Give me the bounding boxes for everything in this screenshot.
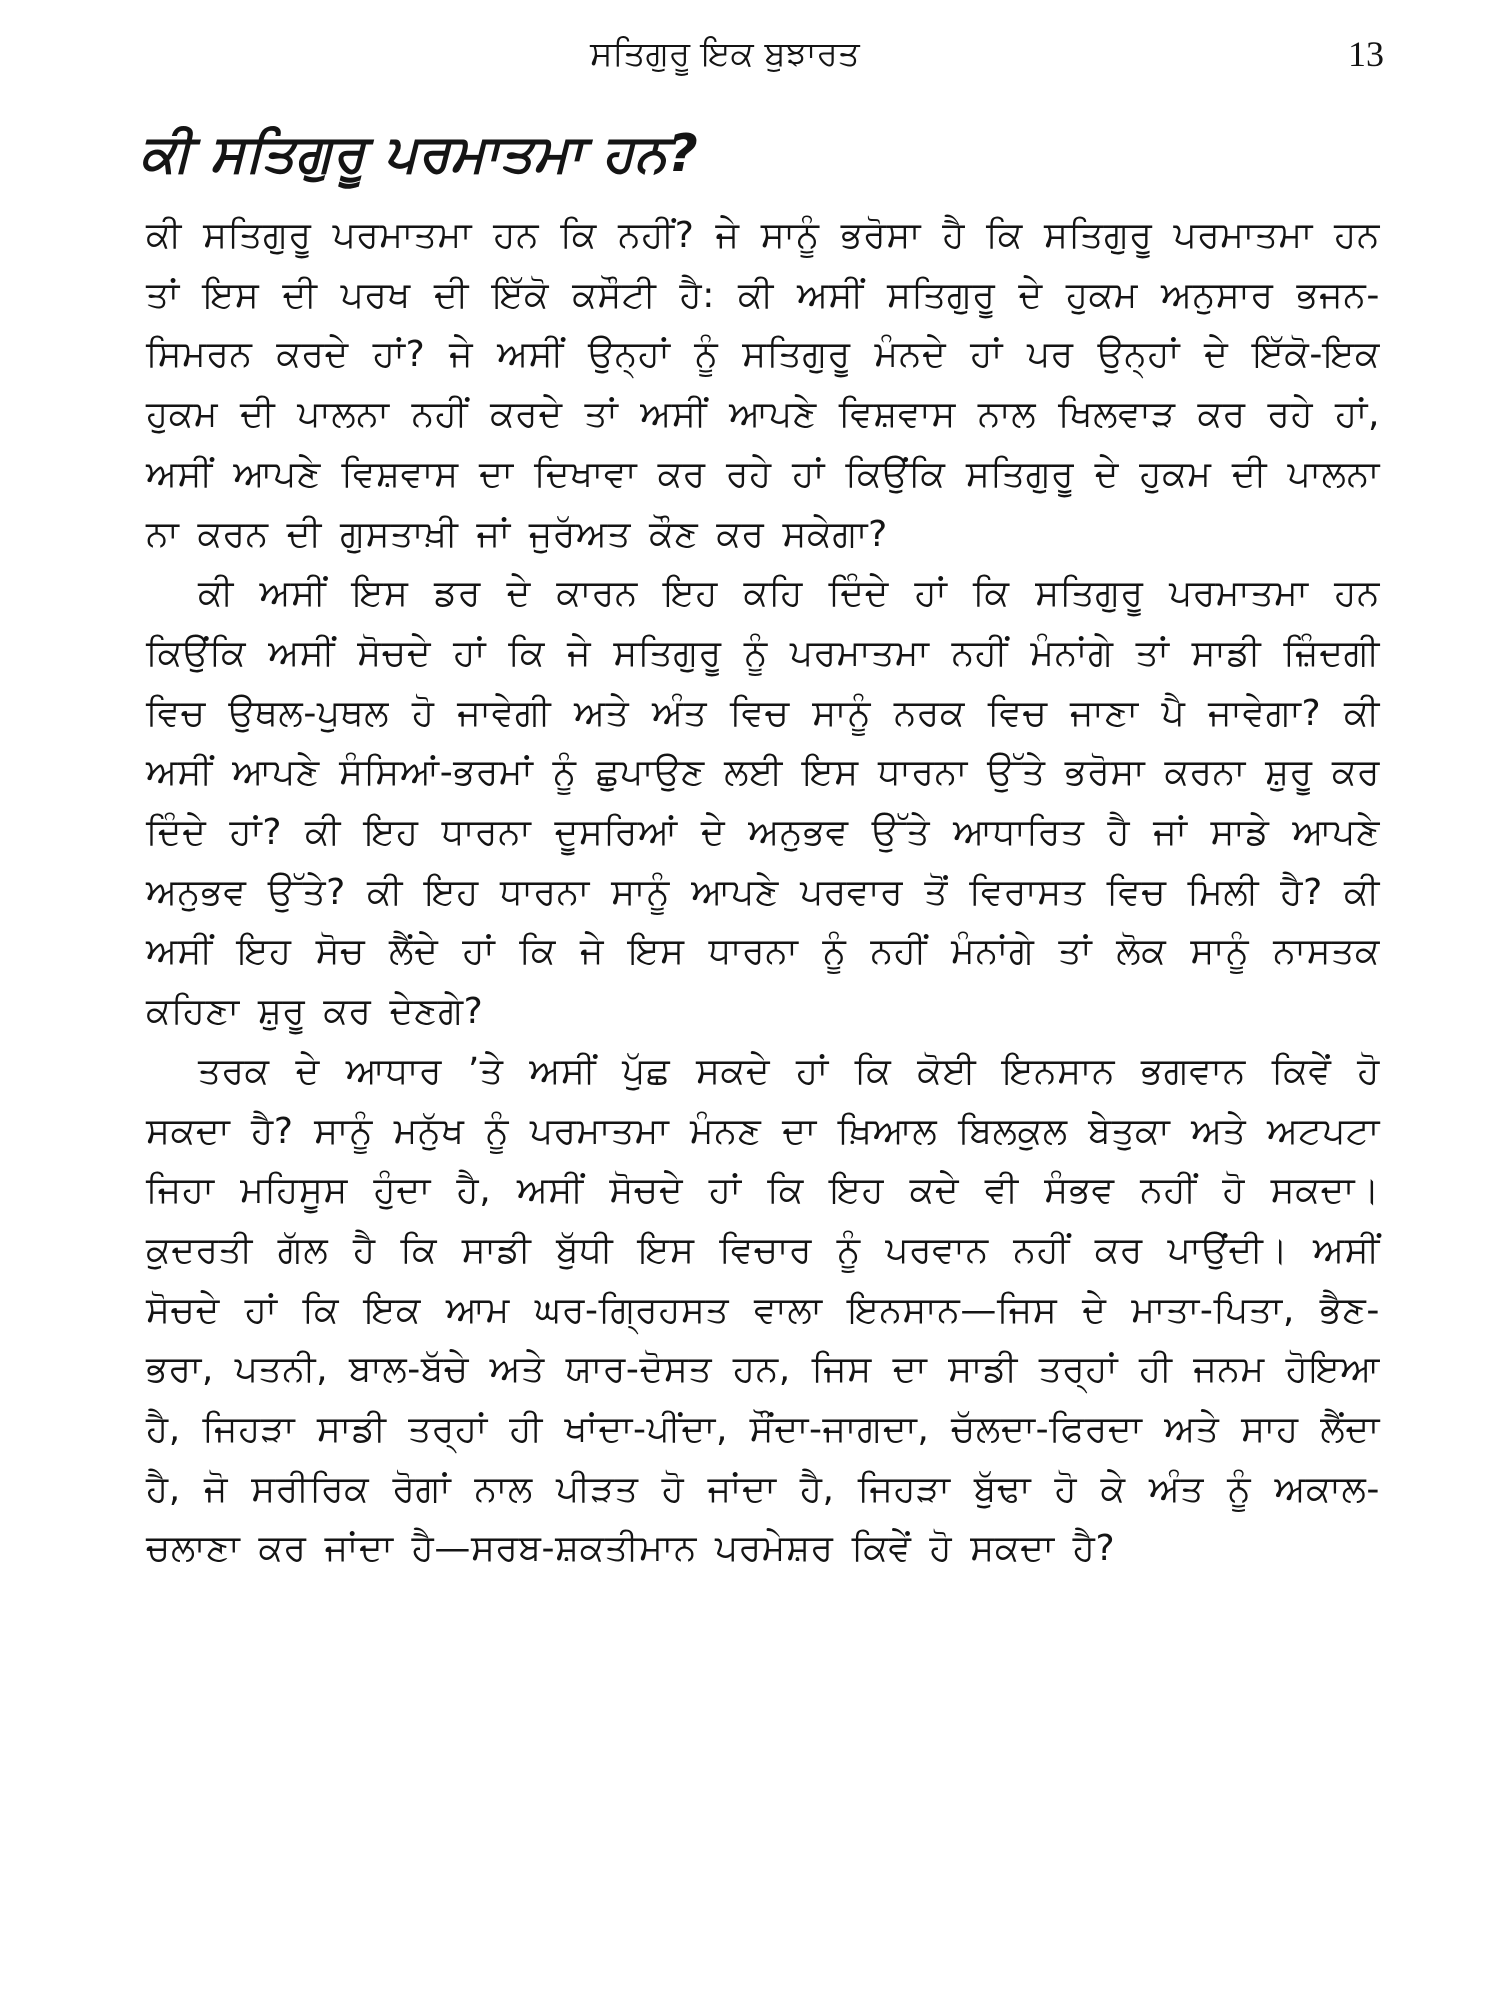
page-number: 13 <box>1348 34 1384 74</box>
paragraph-3: ਤਰਕ ਦੇ ਆਧਾਰ ’ਤੇ ਅਸੀਂ ਪੁੱਛ ਸਕਦੇ ਹਾਂ ਕਿ ਕੋਈ ਇਨਸਾਨ ਭਗਵਾਨ ਕਿਵੇਂ ਹੋ ਸਕਦਾ ਹੈ? ਸਾਨੂੰ ਮਨੁੱਖ ਨੂੰ ਪਰਮਾਤਮਾ ਮੰਨਣ ਦਾ ਖ਼ਿਆਲ ਬਿਲਕੁਲ ਬੇਤੁਕਾ ਅਤੇ ਅਟਪਟਾ ਜਿਹਾ ਮਹਿਸੂਸ ਹੁੰਦਾ ਹੈ, ਅਸੀਂ ਸੋਚਦੇ ਹਾਂ ਕਿ ਇਹ ਕਦੇ ਵੀ ਸੰਭਵ ਨਹੀਂ ਹੋ ਸਕਦਾ। ਕੁਦਰਤੀ ਗੱਲ ਹੈ ਕਿ ਸਾਡੀ ਬੁੱਧੀ ਇਸ ਵਿਚਾਰ ਨੂੰ ਪਰਵਾਨ ਨਹੀਂ ਕਰ ਪਾਉਂਦੀ। ਅਸੀਂ ਸੋਚਦੇ ਹਾਂ ਕਿ ਇਕ ਆਮ ਘਰ-ਗ੍ਰਿਹਸਤ ਵਾਲਾ ਇਨਸਾਨ—ਜਿਸ ਦੇ ਮਾਤਾ-ਪਿਤਾ, ਭੈਣ-ਭਰਾ, ਪਤਨੀ, ਬਾਲ-ਬੱਚੇ ਅਤੇ ਯਾਰ-ਦੋਸਤ ਹਨ, ਜਿਸ ਦਾ ਸਾਡੀ ਤਰ੍ਹਾਂ ਹੀ ਜਨਮ ਹੋਇਆ ਹੈ, ਜਿਹੜਾ ਸਾਡੀ ਤਰ੍ਹਾਂ ਹੀ ਖਾਂਦਾ-ਪੀਂਦਾ, ਸੌਂਦਾ-ਜਾਗਦਾ, ਚੱਲਦਾ-ਫਿਰਦਾ ਅਤੇ ਸਾਹ ਲੈਂਦਾ ਹੈ, ਜੋ ਸਰੀਰਿਕ ਰੋਗਾਂ ਨਾਲ ਪੀੜਤ ਹੋ ਜਾਂਦਾ ਹੈ, ਜਿਹੜਾ ਬੁੱਢਾ ਹੋ ਕੇ ਅੰਤ ਨੂੰ ਅਕਾਲ-ਚਲਾਣਾ ਕਰ ਜਾਂਦਾ ਹੈ—ਸਰਬ-ਸ਼ਕਤੀਮਾਨ ਪਰਮੇਸ਼ਰ ਕਿਵੇਂ ਹੋ ਸਕਦਾ ਹੈ? <box>146 1050 1380 1570</box>
chapter-heading: ਕੀ ਸਤਿਗੁਰੂ ਪਰਮਾਤਮਾ ਹਨ? <box>140 124 699 184</box>
paragraph-1: ਕੀ ਸਤਿਗੁਰੂ ਪਰਮਾਤਮਾ ਹਨ ਕਿ ਨਹੀਂ? ਜੇ ਸਾਨੂੰ ਭਰੋਸਾ ਹੈ ਕਿ ਸਤਿਗੁਰੂ ਪਰਮਾਤਮਾ ਹਨ ਤਾਂ ਇਸ ਦੀ ਪਰਖ ਦੀ ਇੱਕੋ ਕਸੌਟੀ ਹੈ: ਕੀ ਅਸੀਂ ਸਤਿਗੁਰੂ ਦੇ ਹੁਕਮ ਅਨੁਸਾਰ ਭਜਨ-ਸਿਮਰਨ ਕਰਦੇ ਹਾਂ? ਜੇ ਅਸੀਂ ਉਨ੍ਹਾਂ ਨੂੰ ਸਤਿਗੁਰੂ ਮੰਨਦੇ ਹਾਂ ਪਰ ਉਨ੍ਹਾਂ ਦੇ ਇੱਕੋ-ਇਕ ਹੁਕਮ ਦੀ ਪਾਲਨਾ ਨਹੀਂ ਕਰਦੇ ਤਾਂ ਅਸੀਂ ਆਪਣੇ ਵਿਸ਼ਵਾਸ ਨਾਲ ਖਿਲਵਾੜ ਕਰ ਰਹੇ ਹਾਂ, ਅਸੀਂ ਆਪਣੇ ਵਿਸ਼ਵਾਸ ਦਾ ਦਿਖਾਵਾ ਕਰ ਰਹੇ ਹਾਂ ਕਿਉਂਕਿ ਸਤਿਗੁਰੂ ਦੇ ਹੁਕਮ ਦੀ ਪਾਲਨਾ ਨਾ ਕਰਨ ਦੀ ਗੁਸਤਾਖ਼ੀ ਜਾਂ ਜੁਰੱਅਤ ਕੌਣ ਕਰ ਸਕੇਗਾ? <box>146 215 1380 555</box>
running-title: ਸਤਿਗੁਰੂ ਇਕ ਬੁਝਾਰਤ <box>590 34 860 74</box>
body-text <box>146 206 1380 1579</box>
paragraph-2: ਕੀ ਅਸੀਂ ਇਸ ਡਰ ਦੇ ਕਾਰਨ ਇਹ ਕਹਿ ਦਿੰਦੇ ਹਾਂ ਕਿ ਸਤਿਗੁਰੂ ਪਰਮਾਤਮਾ ਹਨ ਕਿਉਂਕਿ ਅਸੀਂ ਸੋਚਦੇ ਹਾਂ ਕਿ ਜੇ ਸਤਿਗੁਰੂ ਨੂੰ ਪਰਮਾਤਮਾ ਨਹੀਂ ਮੰਨਾਂਗੇ ਤਾਂ ਸਾਡੀ ਜ਼ਿੰਦਗੀ ਵਿਚ ਉਥਲ-ਪੁਥਲ ਹੋ ਜਾਵੇਗੀ ਅਤੇ ਅੰਤ ਵਿਚ ਸਾਨੂੰ ਨਰਕ ਵਿਚ ਜਾਣਾ ਪੈ ਜਾਵੇਗਾ? ਕੀ ਅਸੀਂ ਆਪਣੇ ਸੰਸਿਆਂ-ਭਰਮਾਂ ਨੂੰ ਛੁਪਾਉਣ ਲਈ ਇਸ ਧਾਰਨਾ ਉੱਤੇ ਭਰੋਸਾ ਕਰਨਾ ਸ਼ੁਰੂ ਕਰ ਦਿੰਦੇ ਹਾਂ? ਕੀ ਇਹ ਧਾਰਨਾ ਦੂਸਰਿਆਂ ਦੇ ਅਨੁਭਵ ਉੱਤੇ ਆਧਾਰਿਤ ਹੈ ਜਾਂ ਸਾਡੇ ਆਪਣੇ ਅਨੁਭਵ ਉੱਤੇ? ਕੀ ਇਹ ਧਾਰਨਾ ਸਾਨੂੰ ਆਪਣੇ ਪਰਵਾਰ ਤੋਂ ਵਿਰਾਸਤ ਵਿਚ ਮਿਲੀ ਹੈ? ਕੀ ਅਸੀਂ ਇਹ ਸੋਚ ਲੈਂਦੇ ਹਾਂ ਕਿ ਜੇ ਇਸ ਧਾਰਨਾ ਨੂੰ ਨਹੀਂ ਮੰਨਾਂਗੇ ਤਾਂ ਲੋਕ ਸਾਨੂੰ ਨਾਸਤਕ ਕਹਿਣਾ ਸ਼ੁਰੂ ਕਰ ਦੇਣਗੇ? <box>146 573 1380 1033</box>
running-header <box>0 28 1500 78</box>
